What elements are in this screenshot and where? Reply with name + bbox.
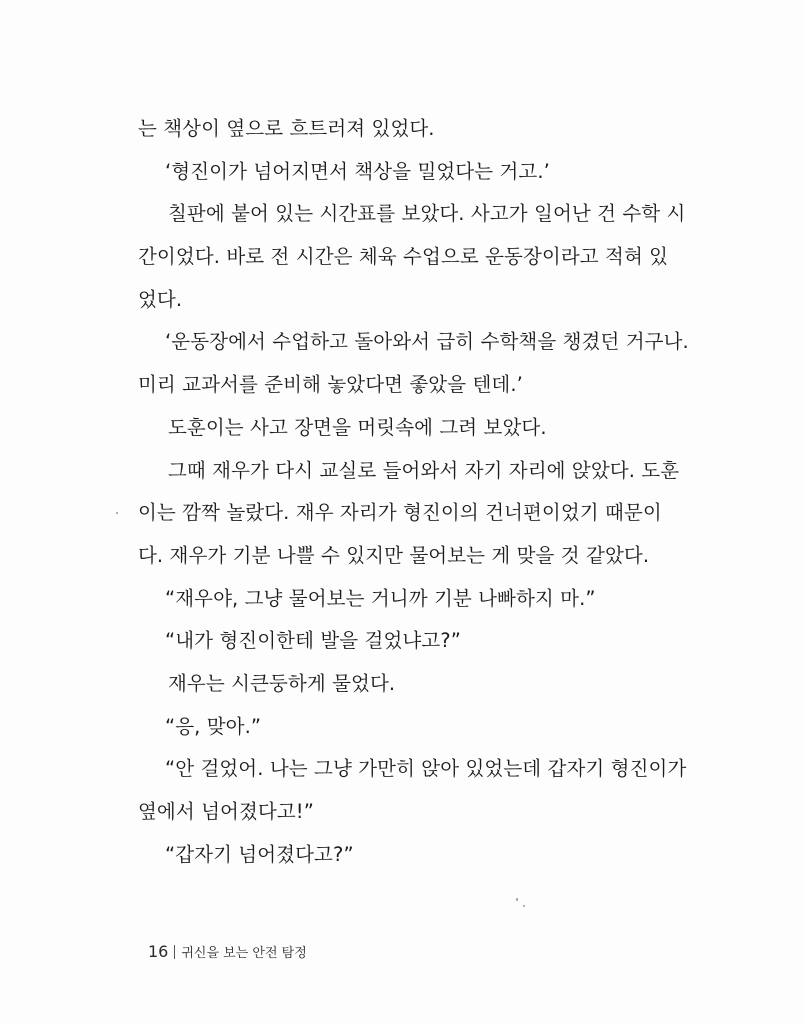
text-line: 미리 교과서를 준비해 놓았다면 좋았을 텐데.’ [138, 373, 523, 397]
text-line: 칠판에 붙어 있는 시간표를 보았다. 사고가 일어난 건 수학 시 [168, 202, 686, 226]
text-line: “갑자기 넘어졌다고?” [165, 842, 354, 866]
page-footer [148, 940, 307, 964]
text-line: 간이었다. 바로 전 시간은 체육 수업으로 운동장이라고 적혀 있 [138, 245, 669, 269]
text-line: 옆에서 넘어졌다고!” [138, 800, 314, 823]
page-number: 16 [148, 942, 169, 961]
text-line: ‘운동장에서 수업하고 돌아와서 급히 수학책을 챙겼던 거구나. [165, 330, 689, 354]
book-title: 귀신을 보는 안전 탐정 [181, 946, 307, 961]
paper-speck [516, 898, 518, 901]
text-line: 이는 깜짝 놀랐다. 재우 자리가 형진이의 건너편이었기 때문이 [138, 501, 662, 525]
text-line: ‘형진이가 넘어지면서 책상을 밀었다는 거고.’ [165, 159, 550, 183]
text-line: 그때 재우가 다시 교실로 들어와서 자기 자리에 앉았다. 도훈 [168, 458, 680, 482]
text-line: 었다. [138, 287, 183, 311]
paper-speck [116, 512, 118, 514]
text-line: 재우는 시큰둥하게 물었다. [168, 671, 396, 695]
text-line: “응, 맞아.” [165, 714, 262, 738]
text-line: “안 걸었어. 나는 그냥 가만히 앉아 있었는데 갑자기 형진이가 [165, 757, 687, 781]
text-line: “재우야, 그냥 물어보는 거니까 기분 나빠하지 마.” [165, 586, 596, 610]
text-line: 도훈이는 사고 장면을 머릿속에 그려 보았다. [168, 415, 547, 439]
text-line: “내가 형진이한테 발을 걸었냐고?” [165, 629, 461, 653]
footer-divider [174, 945, 175, 959]
text-line: 다. 재우가 기분 나쁠 수 있지만 물어보는 게 맞을 것 같았다. [138, 543, 650, 567]
body-text [138, 108, 738, 876]
text-line: 는 책상이 옆으로 흐트러져 있었다. [138, 117, 435, 140]
paper-speck [523, 905, 525, 907]
